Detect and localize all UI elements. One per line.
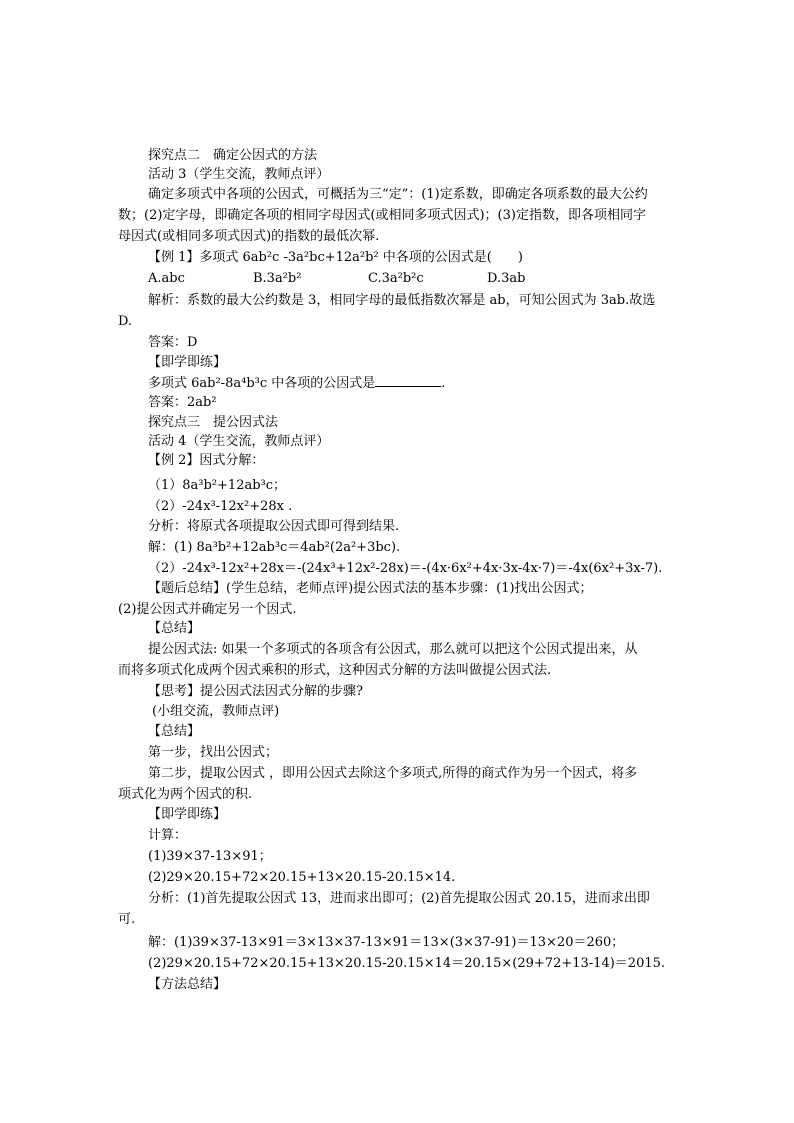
think-question: 【思考】提公因式法因式分解的步骤? (148, 684, 363, 699)
solution-line: 解：(1)39×37-13×91＝3×13×37-13×91＝13×(3×37-91)＝13×20＝260； (148, 935, 625, 950)
discussion-note: (小组交流，教师点评) (152, 704, 280, 719)
step-line: 项式化为两个因式的积. (118, 787, 253, 802)
practice-question (148, 374, 445, 393)
answer-line: 答案：D (148, 335, 198, 350)
answer-blank (375, 374, 441, 387)
solution-line: （2）-24x³-12x²+28x＝-(24x³+12x²-28x)＝-(4x·6x²+4x·3x-4x·7)＝-4x(6x²+3x-7). (148, 561, 663, 576)
example-question: 【例 1】多项式 6ab²c -3a²bc+12a²b² 中各项的公因式是( ) (148, 250, 523, 265)
summary-line: 【题后总结】(学生总结，老师点评)提公因式法的基本步骤：(1)找出公因式； (148, 581, 593, 596)
calc-item: (2)29×20.15+72×20.15+13×20.15-20.15×14. (148, 870, 456, 885)
answer-line: 答案：2ab² (148, 395, 217, 410)
method-summary-label: 【方法总结】 (148, 977, 227, 992)
solution-line: 解：(1) 8a³b²+12ab³c＝4ab²(2a²+3bc). (148, 540, 401, 555)
definition-line: 而将多项式化成两个因式乘积的形式，这种因式分解的方法叫做提公因式法. (118, 663, 552, 678)
practice-label: 【即学即练】 (148, 807, 227, 822)
summary-label: 【总结】 (148, 621, 201, 636)
definition-line: 提公因式法: 如果一个多项式的各项含有公因式，那么就可以把这个公因式提出来，从 (148, 642, 638, 657)
analysis-line: 解析：系数的最大公约数是 3，相同字母的最低指数次幂是 ab，可知公因式为 3ab.故选 (148, 293, 656, 308)
practice-question-text: 多项式 6ab²-8a⁴b³c 中各项的公因式是 (148, 376, 376, 391)
paragraph-line: 数；(2)定字母，即确定各项的相同字母因式(或相同多项式因式)；(3)定指数，即各项相同字 (118, 208, 646, 223)
option-c: C.3a²b²c (368, 271, 424, 286)
option-b: B.3a²b² (253, 271, 302, 286)
practice-question-end: . (441, 376, 446, 391)
summary-line: (2)提公因式并确定另一个因式. (118, 602, 297, 617)
step-line: 第一步，找出公因式； (148, 745, 279, 760)
sub-question: （2）-24x³-12x²+28x . (148, 499, 293, 514)
summary-label: 【总结】 (148, 724, 201, 739)
analysis-line: 分析：(1)首先提取公因式 13，进而求出即可；(2)首先提取公因式 20.15，进而求出即 (148, 891, 650, 906)
solution-line: (2)29×20.15+72×20.15+13×20.15-20.15×14＝20.15×(29+72+13-14)＝2015. (148, 956, 666, 971)
practice-label: 【即学即练】 (148, 355, 227, 370)
calc-label: 计算： (148, 828, 188, 843)
activity-label: 活动 3（学生交流，教师点评） (148, 167, 330, 182)
option-a: A.abc (148, 271, 185, 286)
activity-label: 活动 4（学生交流，教师点评） (148, 434, 330, 449)
section-heading: 探究点三 提公因式法 (148, 415, 279, 430)
example-question: 【例 2】因式分解： (148, 453, 265, 468)
analysis-line: 分析：将原式各项提取公因式即可得到结果. (148, 519, 400, 534)
sub-question: （1）8a³b²+12ab³c； (148, 478, 287, 493)
option-d: D.3ab (487, 271, 526, 286)
section-heading: 探究点二 确定公因式的方法 (148, 148, 318, 163)
analysis-line: D. (118, 314, 133, 329)
analysis-line: 可. (118, 912, 136, 927)
step-line: 第二步，提取公因式 ，即用公因式去除这个多项式,所得的商式作为另一个因式，将多 (148, 766, 638, 781)
paragraph-line: 确定多项式中各项的公因式，可概括为三“定”：(1)定系数，即确定各项系数的最大公约 (148, 187, 648, 202)
paragraph-line: 母因式(或相同多项式因式)的指数的最低次幂. (118, 229, 380, 244)
calc-item: (1)39×37-13×91； (148, 849, 272, 864)
